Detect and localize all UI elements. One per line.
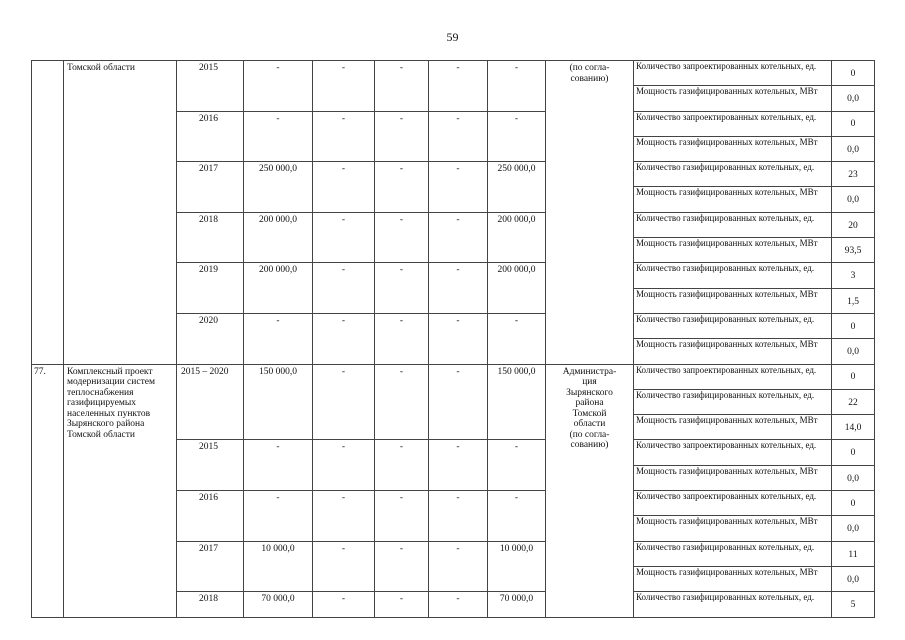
indicator-label: Количество газифицированных котельных, ед. bbox=[634, 592, 832, 617]
indicator-label: Количество запроектированных котельных, ед. bbox=[634, 491, 832, 516]
indicator-label: Количество газифицированных котельных, ед. bbox=[634, 389, 832, 414]
year-cell: 2018 bbox=[177, 592, 244, 617]
indicator-label: Количество газифицированных котельных, ед. bbox=[634, 162, 832, 187]
year-cell: 2016 bbox=[177, 491, 244, 542]
year-cell: 2015 bbox=[177, 440, 244, 491]
funding-cell: - bbox=[313, 364, 375, 440]
number-cell bbox=[32, 61, 64, 365]
funding-cell: 250 000,0 bbox=[488, 162, 546, 213]
indicator-value: 23 bbox=[832, 162, 875, 187]
indicator-label: Мощность газифицированных котельных, МВт bbox=[634, 566, 832, 591]
indicator-label: Мощность газифицированных котельных, МВт bbox=[634, 86, 832, 111]
funding-cell: - bbox=[429, 541, 488, 592]
funding-cell: - bbox=[429, 592, 488, 617]
indicator-label: Мощность газифицированных котельных, МВт bbox=[634, 238, 832, 263]
funding-cell: - bbox=[375, 440, 429, 491]
funding-cell: - bbox=[488, 61, 546, 112]
funding-cell: - bbox=[429, 162, 488, 213]
indicator-value: 20 bbox=[832, 212, 875, 237]
indicator-label: Количество газифицированных котельных, ед. bbox=[634, 313, 832, 338]
total-cell: 200 000,0 bbox=[244, 263, 313, 314]
funding-cell: - bbox=[313, 212, 375, 263]
total-cell: 200 000,0 bbox=[244, 212, 313, 263]
total-cell: 10 000,0 bbox=[244, 541, 313, 592]
funding-cell: - bbox=[488, 491, 546, 542]
funding-cell: - bbox=[429, 212, 488, 263]
indicator-label: Мощность газифицированных котельных, МВт bbox=[634, 415, 832, 440]
funding-cell: - bbox=[429, 440, 488, 491]
indicator-value: 1,5 bbox=[832, 288, 875, 313]
funding-cell: - bbox=[313, 61, 375, 112]
funding-cell: - bbox=[313, 592, 375, 617]
funding-cell: - bbox=[375, 491, 429, 542]
year-cell: 2018 bbox=[177, 212, 244, 263]
indicator-label: Количество газифицированных котельных, ед. bbox=[634, 541, 832, 566]
indicator-label: Мощность газифицированных котельных, МВт bbox=[634, 339, 832, 364]
indicator-label: Количество запроектированных котельных, ед. bbox=[634, 111, 832, 136]
indicator-value: 0 bbox=[832, 440, 875, 465]
funding-cell: - bbox=[429, 313, 488, 364]
total-cell: 150 000,0 bbox=[244, 364, 313, 440]
total-cell: - bbox=[244, 491, 313, 542]
funding-cell: - bbox=[375, 162, 429, 213]
indicator-value: 93,5 bbox=[832, 238, 875, 263]
funding-cell: - bbox=[313, 162, 375, 213]
event-name: Комплексный проект модернизации систем теплоснабжения газифицируемых населенных пунктов Зырянского района Томской области bbox=[64, 364, 177, 617]
funding-cell: - bbox=[313, 491, 375, 542]
indicator-value: 0,0 bbox=[832, 465, 875, 490]
total-cell: - bbox=[244, 61, 313, 112]
table-row bbox=[32, 61, 875, 86]
total-cell: - bbox=[244, 440, 313, 491]
indicator-value: 0 bbox=[832, 313, 875, 338]
event-name: Томской области bbox=[64, 61, 177, 365]
indicator-value: 0,0 bbox=[832, 516, 875, 541]
funding-cell: - bbox=[429, 111, 488, 162]
funding-cell: - bbox=[429, 263, 488, 314]
total-cell: 250 000,0 bbox=[244, 162, 313, 213]
indicator-label: Мощность газифицированных котельных, МВт bbox=[634, 465, 832, 490]
funding-cell: - bbox=[488, 111, 546, 162]
executor-cell: Администра- ция Зырянского района Томской области (по согла- сованию) bbox=[546, 364, 634, 617]
funding-cell: - bbox=[313, 313, 375, 364]
year-cell: 2015 – 2020 bbox=[177, 364, 244, 440]
indicator-value: 0 bbox=[832, 364, 875, 389]
funding-cell: - bbox=[375, 592, 429, 617]
indicator-label: Мощность газифицированных котельных, МВт bbox=[634, 187, 832, 212]
indicator-label: Количество запроектированных котельных, ед. bbox=[634, 440, 832, 465]
funding-cell: - bbox=[313, 541, 375, 592]
indicator-value: 0 bbox=[832, 61, 875, 86]
funding-cell: - bbox=[375, 61, 429, 112]
indicator-value: 0,0 bbox=[832, 86, 875, 111]
funding-cell: - bbox=[375, 212, 429, 263]
page-number: 59 bbox=[446, 30, 459, 44]
total-cell: - bbox=[244, 111, 313, 162]
funding-cell: - bbox=[313, 263, 375, 314]
indicator-label: Мощность газифицированных котельных, МВт bbox=[634, 516, 832, 541]
table-row bbox=[32, 364, 875, 389]
year-cell: 2017 bbox=[177, 162, 244, 213]
indicator-value: 0,0 bbox=[832, 187, 875, 212]
indicator-value: 0,0 bbox=[832, 566, 875, 591]
program-table bbox=[31, 60, 875, 618]
funding-cell: - bbox=[429, 61, 488, 112]
indicator-value: 3 bbox=[832, 263, 875, 288]
year-cell: 2015 bbox=[177, 61, 244, 112]
funding-cell: 10 000,0 bbox=[488, 541, 546, 592]
funding-cell: 150 000,0 bbox=[488, 364, 546, 440]
funding-cell: - bbox=[488, 313, 546, 364]
indicator-label: Количество газифицированных котельных, ед. bbox=[634, 212, 832, 237]
number-cell: 77. bbox=[32, 364, 64, 617]
indicator-label: Количество запроектированных котельных, ед. bbox=[634, 364, 832, 389]
indicator-value: 14,0 bbox=[832, 415, 875, 440]
year-cell: 2017 bbox=[177, 541, 244, 592]
funding-cell: 200 000,0 bbox=[488, 263, 546, 314]
funding-cell: - bbox=[429, 364, 488, 440]
funding-cell: - bbox=[313, 111, 375, 162]
funding-cell: - bbox=[488, 440, 546, 491]
funding-cell: 200 000,0 bbox=[488, 212, 546, 263]
funding-cell: - bbox=[375, 541, 429, 592]
funding-cell: - bbox=[375, 263, 429, 314]
indicator-label: Количество запроектированных котельных, ед. bbox=[634, 61, 832, 86]
indicator-value: 5 bbox=[832, 592, 875, 617]
indicator-value: 22 bbox=[832, 389, 875, 414]
funding-cell: - bbox=[375, 313, 429, 364]
funding-cell: - bbox=[375, 364, 429, 440]
executor-cell: (по согла- сованию) bbox=[546, 61, 634, 365]
funding-cell: - bbox=[375, 111, 429, 162]
indicator-value: 0,0 bbox=[832, 339, 875, 364]
total-cell: - bbox=[244, 313, 313, 364]
indicator-value: 0 bbox=[832, 491, 875, 516]
indicator-label: Количество газифицированных котельных, ед. bbox=[634, 263, 832, 288]
indicator-value: 0 bbox=[832, 111, 875, 136]
indicator-label: Мощность газифицированных котельных, МВт bbox=[634, 288, 832, 313]
year-cell: 2016 bbox=[177, 111, 244, 162]
indicator-value: 11 bbox=[832, 541, 875, 566]
year-cell: 2020 bbox=[177, 313, 244, 364]
year-cell: 2019 bbox=[177, 263, 244, 314]
indicator-label: Мощность газифицированных котельных, МВт bbox=[634, 136, 832, 161]
total-cell: 70 000,0 bbox=[244, 592, 313, 617]
funding-cell: - bbox=[429, 491, 488, 542]
funding-cell: - bbox=[313, 440, 375, 491]
indicator-value: 0,0 bbox=[832, 136, 875, 161]
funding-cell: 70 000,0 bbox=[488, 592, 546, 617]
